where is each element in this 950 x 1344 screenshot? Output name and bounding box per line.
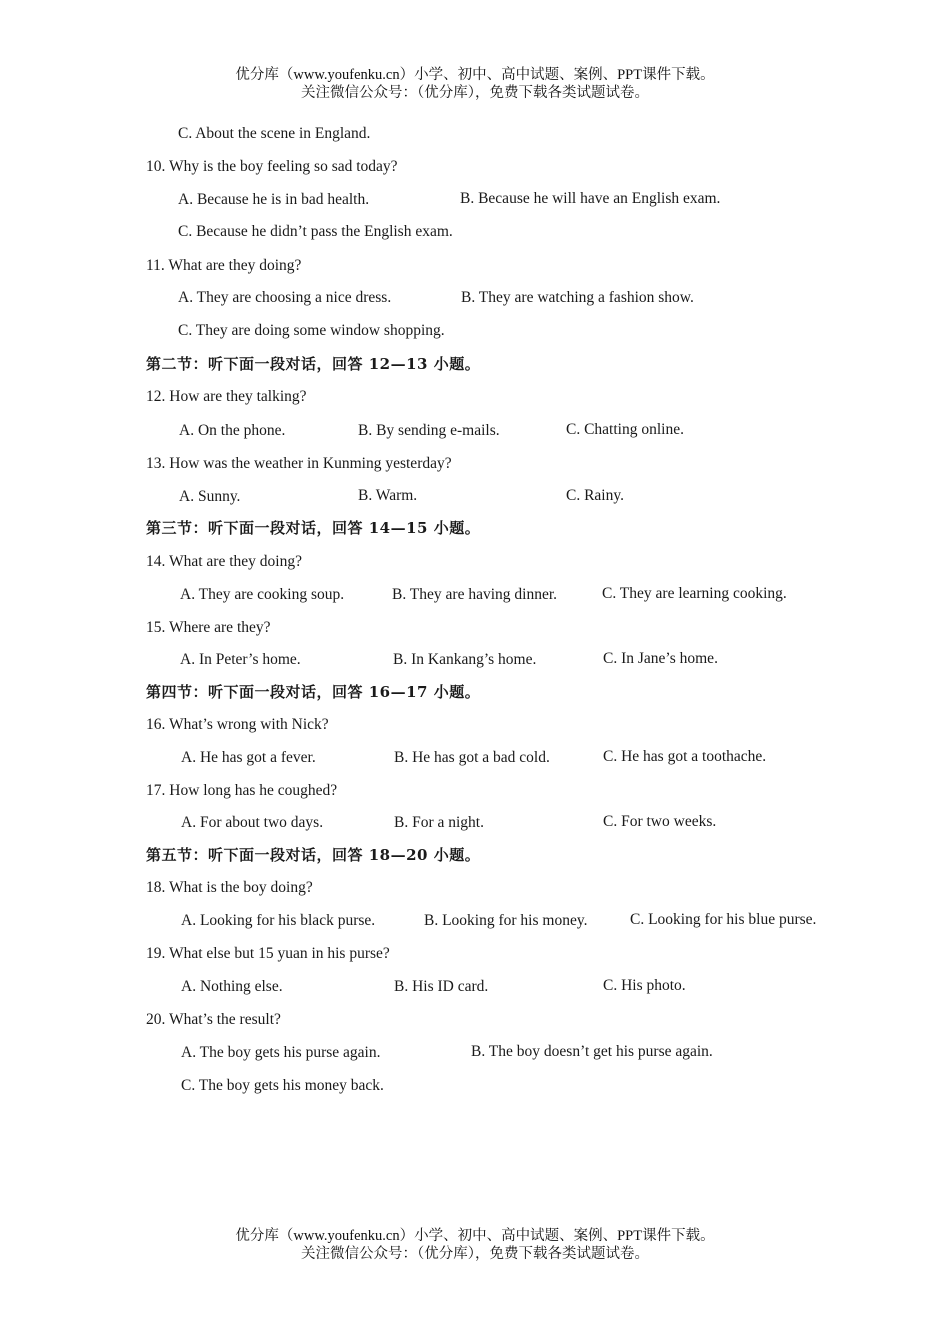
q14-option-a: A. They are cooking soup. [180,586,345,603]
banner-line-1: 优分库（www.youfenku.cn）小学、初中、高中试题、案例、PPT课件下载。 [235,1228,715,1244]
q10-option-b: B. Because he will have an English exam. [460,190,721,207]
q15-option-a: A. In Peter’s home. [180,651,301,668]
q10-option-a: A. Because he is in bad health. [178,191,370,208]
q14-option-c: C. They are learning cooking. [602,585,787,602]
q19-question: 19. What else but 15 yuan in his purse? [146,945,390,962]
q13-option-a: A. Sunny. [179,488,241,505]
q12-option-a: A. On the phone. [179,422,286,439]
q13-option-c: C. Rainy. [566,487,624,504]
q17-option-b: B. For a night. [394,814,484,831]
section-4-heading: 第四节：听下面一段对话，回答 16—17 小题。 [146,683,481,701]
q16-option-c: C. He has got a toothache. [603,748,767,765]
q16-option-b: B. He has got a bad cold. [394,749,550,766]
q13-question: 13. How was the weather in Kunming yesterday? [146,455,452,472]
q11-option-c: C. They are doing some window shopping. [178,322,445,339]
q20-option-c: C. The boy gets his money back. [181,1077,384,1094]
q16-question: 16. What’s wrong with Nick? [146,716,329,733]
q13-option-b: B. Warm. [358,487,418,504]
section-3-heading: 第三节：听下面一段对话，回答 14—15 小题。 [146,519,481,537]
q10-option-c: C. Because he didn’t pass the English exam. [178,223,453,240]
q18-option-b: B. Looking for his money. [424,912,588,929]
q17-option-c: C. For two weeks. [603,813,717,830]
q20-option-b: B. The boy doesn’t get his purse again. [471,1043,713,1060]
q11-option-a: A. They are choosing a nice dress. [178,289,392,306]
banner-line-2: 关注微信公众号：（优分库），免费下载各类试题试卷。 [301,85,649,101]
q15-question: 15. Where are they? [146,619,271,636]
q17-question: 17. How long has he coughed? [146,782,338,799]
q9-option-c: C. About the scene in England. [178,125,371,142]
banner-line-1: 优分库（www.youfenku.cn）小学、初中、高中试题、案例、PPT课件下载。 [235,67,715,83]
q20-question: 20. What’s the result? [146,1011,281,1028]
section-5-heading: 第五节：听下面一段对话，回答 18—20 小题。 [146,846,481,864]
q14-option-b: B. They are having dinner. [392,586,558,603]
q18-option-c: C. Looking for his blue purse. [630,911,817,928]
q11-option-b: B. They are watching a fashion show. [461,289,694,306]
q17-option-a: A. For about two days. [181,814,324,831]
header-banner [0,66,950,102]
q12-option-b: B. By sending e-mails. [358,422,500,439]
q19-option-c: C. His photo. [603,977,686,994]
q19-option-b: B. His ID card. [394,978,489,995]
q12-question: 12. How are they talking? [146,388,307,405]
q10-question: 10. Why is the boy feeling so sad today? [146,158,398,175]
q15-option-c: C. In Jane’s home. [603,650,718,667]
banner-line-2: 关注微信公众号：（优分库），免费下载各类试题试卷。 [301,1246,649,1262]
q18-option-a: A. Looking for his black purse. [181,912,376,929]
section-2-heading: 第二节：听下面一段对话，回答 12—13 小题。 [146,355,481,373]
q12-option-c: C. Chatting online. [566,421,684,438]
q14-question: 14. What are they doing? [146,553,302,570]
q11-question: 11. What are they doing? [146,257,302,274]
q16-option-a: A. He has got a fever. [181,749,316,766]
q20-option-a: A. The boy gets his purse again. [181,1044,381,1061]
q15-option-b: B. In Kankang’s home. [393,651,537,668]
q19-option-a: A. Nothing else. [181,978,283,995]
q18-question: 18. What is the boy doing? [146,879,313,896]
footer-banner [0,1227,950,1263]
